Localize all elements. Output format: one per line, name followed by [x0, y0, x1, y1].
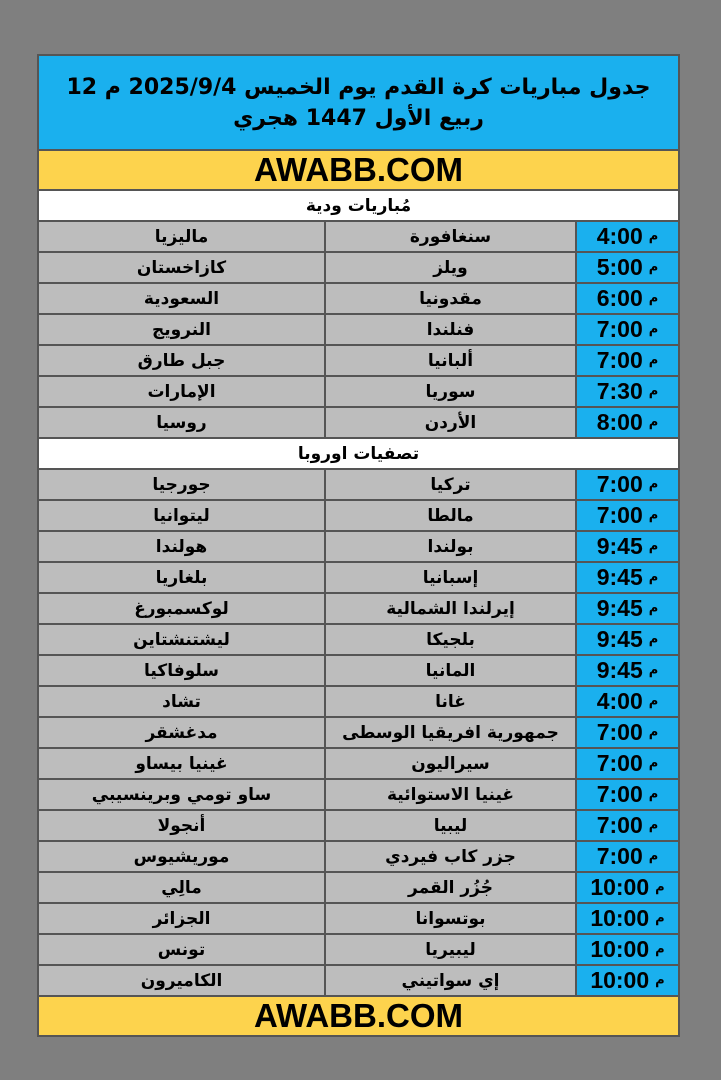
period-label: م: [648, 229, 659, 244]
match-time: 9:45: [596, 626, 643, 652]
match-row: [39, 284, 678, 315]
match-time-cell: [575, 718, 678, 747]
match-row: [39, 470, 678, 501]
home-team: سنغافورة: [324, 222, 575, 251]
home-team: بولندا: [324, 532, 575, 561]
away-team: روسيا: [156, 412, 207, 433]
match-time-cell: [575, 253, 678, 282]
match-time: 5:00: [596, 254, 643, 280]
period-label: م: [648, 849, 659, 864]
period-label: م: [655, 942, 665, 957]
period-label: م: [648, 756, 659, 771]
away-team: موريشيوس: [133, 846, 230, 867]
match-time-cell: [575, 408, 678, 437]
home-team: بوتسوانا: [324, 904, 575, 933]
home-team: ألبانيا: [324, 346, 575, 375]
match-time: 7:30: [596, 378, 643, 404]
match-time-cell: [575, 284, 678, 313]
match-time-cell: [575, 749, 678, 778]
match-row: [39, 501, 678, 532]
home-team: إسبانيا: [324, 563, 575, 592]
away-team: سلوفاكيا: [143, 660, 220, 681]
period-label: م: [648, 322, 659, 337]
match-time: 7:00: [596, 750, 643, 776]
match-time-cell: [575, 904, 678, 933]
match-time-cell: [575, 222, 678, 251]
period-label: م: [655, 911, 665, 926]
away-team: مدغشقر: [145, 722, 218, 743]
match-row: [39, 408, 678, 439]
match-time: 7:00: [596, 843, 643, 869]
away-team: ليشتنشتاين: [133, 629, 230, 650]
away-team: الجزائر: [152, 908, 211, 929]
period-label: م: [648, 415, 659, 430]
home-team: المانيا: [324, 656, 575, 685]
match-time: 9:45: [596, 657, 643, 683]
match-time-cell: [575, 842, 678, 871]
period-label: م: [648, 632, 659, 647]
match-time: 7:00: [596, 781, 643, 807]
away-team: تونس: [157, 939, 206, 960]
match-row: [39, 780, 678, 811]
match-time: 10:00: [590, 874, 650, 900]
match-row: [39, 346, 678, 377]
away-team: جورجيا: [152, 474, 211, 495]
match-time-cell: [575, 563, 678, 592]
period-label: م: [648, 818, 659, 833]
schedule-card: [37, 54, 680, 1037]
match-time: 9:45: [596, 595, 643, 621]
match-row: [39, 749, 678, 780]
away-team: غينيا بيساو: [135, 753, 228, 774]
section-header: مُباريات ودية: [39, 191, 678, 222]
match-time-cell: [575, 315, 678, 344]
match-time: 4:00: [596, 223, 643, 249]
away-team: لوكسمبورغ: [134, 598, 229, 619]
match-time-cell: [575, 656, 678, 685]
match-time: 7:00: [596, 502, 643, 528]
match-row: [39, 625, 678, 656]
away-team: أنجولا: [157, 815, 206, 836]
match-time: 7:00: [596, 812, 643, 838]
match-time-cell: [575, 470, 678, 499]
away-team: السعودية: [143, 288, 220, 309]
home-team: سيراليون: [324, 749, 575, 778]
home-team: جزر كاب فيردي: [324, 842, 575, 871]
match-row: [39, 315, 678, 346]
match-row: [39, 253, 678, 284]
away-team: ليتوانيا: [153, 505, 210, 526]
away-team: مالِي: [161, 877, 202, 898]
home-team: غينيا الاستوائية: [324, 780, 575, 809]
home-team: تركيا: [324, 470, 575, 499]
home-team: ليبيريا: [324, 935, 575, 964]
home-team: ويلز: [324, 253, 575, 282]
period-label: م: [655, 880, 665, 895]
match-time-cell: [575, 873, 678, 902]
home-team: مقدونيا: [324, 284, 575, 313]
match-time: 10:00: [590, 936, 650, 962]
away-team: النرويج: [152, 319, 211, 340]
match-row: [39, 873, 678, 904]
home-team: الأردن: [324, 408, 575, 437]
home-team: بلجيكا: [324, 625, 575, 654]
brand-banner-bottom: AWABB.COM: [39, 997, 678, 1035]
section-header: تصفيات اوروبا: [39, 439, 678, 470]
away-team: الإمارات: [147, 381, 216, 402]
brand-banner-top: AWABB.COM: [39, 151, 678, 191]
home-team: إيرلندا الشمالية: [324, 594, 575, 623]
match-row: [39, 222, 678, 253]
period-label: م: [648, 725, 659, 740]
match-time-cell: [575, 532, 678, 561]
period-label: م: [648, 508, 659, 523]
match-time-cell: [575, 346, 678, 375]
match-row: [39, 842, 678, 873]
match-row: [39, 532, 678, 563]
sections-container: [39, 191, 678, 997]
home-team: جمهورية افريقيا الوسطى: [324, 718, 575, 747]
away-team: جبل طارق: [137, 350, 226, 371]
match-time-cell: [575, 377, 678, 406]
match-time: 7:00: [596, 347, 643, 373]
match-time-cell: [575, 935, 678, 964]
match-time: 7:00: [596, 471, 643, 497]
match-time-cell: [575, 625, 678, 654]
match-time-cell: [575, 966, 678, 995]
period-label: م: [648, 570, 659, 585]
period-label: م: [648, 539, 659, 554]
match-time: 9:45: [596, 564, 643, 590]
match-time: 8:00: [596, 409, 643, 435]
away-team: تشاد: [162, 691, 201, 712]
match-row: [39, 687, 678, 718]
match-row: [39, 656, 678, 687]
match-row: [39, 935, 678, 966]
away-team: هولندا: [155, 536, 208, 557]
match-time-cell: [575, 811, 678, 840]
match-time-cell: [575, 501, 678, 530]
schedule-title: جدول مباريات كرة القدم يوم الخميس 2025/9/4 م 12 ربيع الأول 1447 هجري: [39, 56, 678, 151]
match-row: [39, 377, 678, 408]
match-time: 6:00: [596, 285, 643, 311]
period-label: م: [648, 291, 659, 306]
match-time: 7:00: [596, 719, 643, 745]
home-team: مالطا: [324, 501, 575, 530]
away-team: كازاخستان: [136, 257, 227, 278]
match-row: [39, 563, 678, 594]
away-team: بلغاريا: [155, 567, 208, 588]
period-label: م: [648, 384, 659, 399]
period-label: م: [648, 353, 659, 368]
home-team: سوريا: [324, 377, 575, 406]
home-team: فنلندا: [324, 315, 575, 344]
away-team: ساو تومي وبرينسيبي: [91, 784, 272, 805]
home-team: ليبيا: [324, 811, 575, 840]
period-label: م: [648, 260, 659, 275]
period-label: م: [648, 477, 659, 492]
match-time: 4:00: [596, 688, 643, 714]
match-row: [39, 594, 678, 625]
period-label: م: [648, 663, 659, 678]
match-time: 10:00: [590, 905, 650, 931]
match-time: 10:00: [590, 967, 650, 993]
match-time: 9:45: [596, 533, 643, 559]
match-row: [39, 811, 678, 842]
period-label: م: [648, 787, 659, 802]
home-team: إي سواتيني: [324, 966, 575, 995]
match-row: [39, 904, 678, 935]
match-time-cell: [575, 780, 678, 809]
away-team: الكاميرون: [140, 970, 223, 991]
match-row: [39, 966, 678, 997]
period-label: م: [648, 601, 659, 616]
match-time-cell: [575, 687, 678, 716]
match-row: [39, 718, 678, 749]
period-label: م: [655, 973, 665, 988]
home-team: غانا: [324, 687, 575, 716]
home-team: جُزُر القمر: [324, 873, 575, 902]
away-team: ماليزيا: [154, 226, 209, 247]
period-label: م: [648, 694, 659, 709]
match-time-cell: [575, 594, 678, 623]
match-time: 7:00: [596, 316, 643, 342]
